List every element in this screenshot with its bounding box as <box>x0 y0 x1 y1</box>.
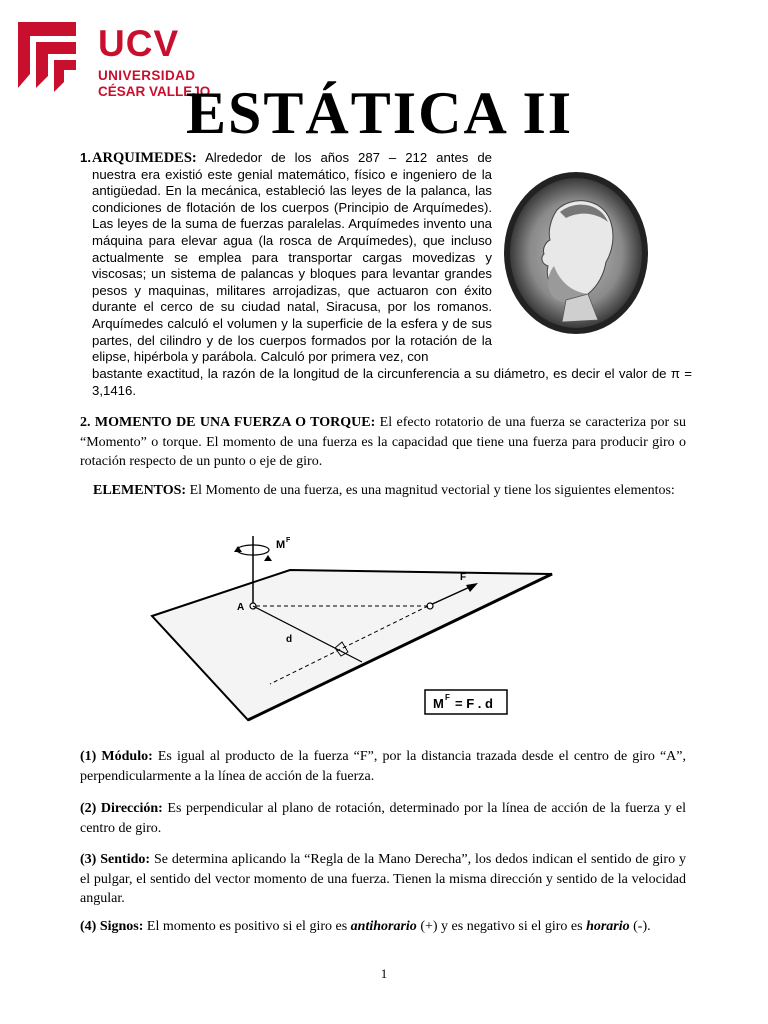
section-heading: 2. MOMENTO DE UNA FUERZA O TORQUE: <box>80 415 376 430</box>
signs-antihorario: antihorario <box>350 919 417 934</box>
formula-rest: = F . d <box>455 696 493 711</box>
section-body: El efecto rotatorio de una fuerza se caracteriza por su “Momento” o torque. El momento de una fuerza es la capacidad que tiene una fuerza para producir giro o rotación respecto de un punto o eje de giro. <box>80 415 687 469</box>
formula-superscript: F <box>445 693 450 702</box>
signs-text-2: (+) y es negativo si el giro es <box>420 919 583 934</box>
section-body: Alrededor de los años 287 – 212 antes de nuestra era existió este genial matemático, físico e ingeniero de la antigüedad. En la mecánica, estableció las leyes de la palanca, las condiciones de flotación de los cuerpos (Principio de Arquímedes). Las leyes de la suma de fuerzas paralelas. Arquímedes invento una máquina para elevar agua (la rosca de Arquímedes), que incluso actualmente se emplea para transportar cargas movedizas y viscosas; un sistema de palancas y bloques para levantar grandes pesos y maquinas, militares arrojadizas, que actuaron con éxito durante el cerco de su ciudad natal, Siracusa, por los romanos. Arquímedes calculó el volumen y la superficie de la esfera y de sus partes, del cilindro y de los cuerpos formados por la rotación de la elipse, hipérbola y parábola. Calculó por primera vez, con <box>92 150 493 365</box>
element-modulo <box>80 747 686 786</box>
logo-line-2: CÉSAR VALLEJO <box>98 84 211 99</box>
element-heading: (1) Módulo: <box>80 749 153 764</box>
element-sentido <box>80 850 686 909</box>
element-body: Se determina aplicando la “Regla de la Mano Derecha”, los dedos indican el sentido de giro y el pulgar, el sentido del vector momento de una fuerza. Tienen la misma dirección y sentido de la velocidad angular. <box>80 852 686 906</box>
signs-horario: horario <box>586 919 630 934</box>
moment-superscript: F <box>286 537 291 544</box>
university-logo <box>16 18 211 102</box>
page-number: 1 <box>380 966 388 981</box>
pivot-label: A <box>237 602 245 613</box>
force-label: F <box>460 572 467 583</box>
element-direccion <box>80 799 686 838</box>
signs-text-1: El momento es positivo si el giro es <box>146 919 348 934</box>
logo-name: UCV <box>98 23 180 64</box>
signs-text-3: (-). <box>633 919 651 934</box>
formula-m: M <box>433 696 444 711</box>
section-heading: ARQUIMEDES: <box>92 150 197 166</box>
moment-label: M <box>276 539 286 551</box>
section-arquimedes <box>80 150 493 366</box>
element-body: Es perpendicular al plano de rotación, determinado por la línea de acción de la fuerza y el centro de giro. <box>80 801 687 836</box>
section-body: El Momento de una fuerza, es una magnitud vectorial y tiene los siguientes elementos: <box>189 483 675 498</box>
section-number: 1. <box>80 150 91 165</box>
element-signos <box>80 917 686 937</box>
section-momento <box>80 413 686 472</box>
element-body: Es igual al producto de la fuerza “F”, por la distancia trazada desde el centro de giro “A”, perpendicularmente a la línea de acción de la fuerza. <box>80 749 686 784</box>
element-heading: (3) Sentido: <box>80 852 151 867</box>
section-arquimedes-tail: bastante exactitud, la razón de la longitud de la circunferencia a su diámetro, es decir el valor de π = 3,1416. <box>92 366 692 398</box>
section-elementos <box>93 481 686 501</box>
element-heading: (2) Dirección: <box>80 801 163 816</box>
page-title: ESTÁTICA II <box>186 80 574 146</box>
element-heading: (4) Signos: <box>80 919 144 934</box>
moment-diagram <box>150 528 560 723</box>
distance-label: d <box>286 634 293 645</box>
archimedes-portrait <box>502 170 650 336</box>
section-heading: ELEMENTOS: <box>93 483 187 498</box>
ucv-emblem-icon <box>16 18 92 102</box>
logo-line-1: UNIVERSIDAD <box>98 68 196 83</box>
